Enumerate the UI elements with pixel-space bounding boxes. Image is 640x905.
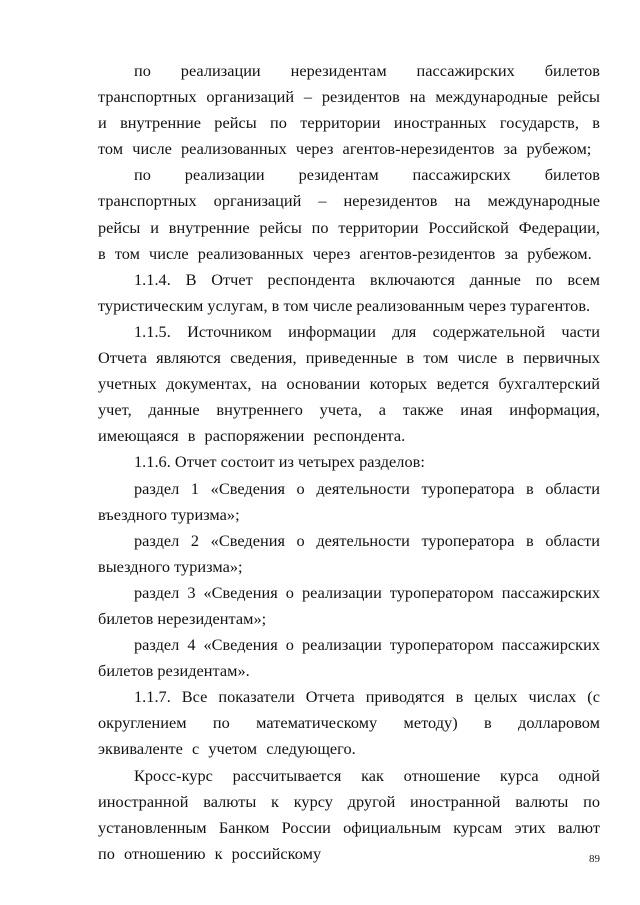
paragraph-1-1-4: 1.1.4. В Отчет респондента включаются данные по всем туристическим услугам, в том числе реализованным через турагентов. bbox=[98, 269, 600, 315]
paragraph-nonresident-ticket-sales: по реализации нерезидентам пассажирских билетов транспортных организаций – резидентов на международные рейсы и внутренние рейсы по территории иностранных государств, в том числе реализованных через агентов-нерезидентов за рубежом; bbox=[98, 61, 600, 159]
paragraph-1-1-7: 1.1.7. Все показатели Отчета приводятся в целых числах (с округлением по математическому методу) в долларовом эквиваленте с учетом следующего. bbox=[98, 687, 600, 759]
paragraph-cross-rate: Кросс-курс рассчитывается как отношение курса одной иностранной валюты к курсу другой иностранной валюты по установленным Банком России официальным курсам этих валют по отношению к российскому bbox=[98, 765, 600, 863]
paragraph-resident-ticket-sales: по реализации резидентам пассажирских билетов транспортных организаций – нерезидентов на международные рейсы и внутренние рейсы по территории Российской Федерации, в том числе реализованных через агентов-резидентов за рубежом. bbox=[98, 165, 600, 263]
section-1-item: раздел 1 «Сведения о деятельности туроператора в области въездного туризма»; bbox=[98, 478, 600, 524]
section-4-item: раздел 4 «Сведения о реализации туроператором пассажирских билетов резидентам». bbox=[98, 635, 600, 681]
page-number: 89 bbox=[588, 853, 600, 865]
paragraph-1-1-6: 1.1.6. Отчет состоит из четырех разделов: bbox=[134, 452, 425, 472]
paragraph-1-1-5: 1.1.5. Источником информации для содержательной части Отчета являются сведения, приведенные в том числе в первичных учетных документах, на основании которых ведется бухгалтерский учет, данные внутреннего учета, а также иная информация, имеющаяся в распоряжении респондента. bbox=[98, 321, 600, 446]
section-2-item: раздел 2 «Сведения о деятельности туроператора в области выездного туризма»; bbox=[98, 530, 600, 576]
document-body bbox=[98, 58, 600, 867]
section-3-item: раздел 3 «Сведения о реализации туроператором пассажирских билетов нерезидентам»; bbox=[98, 582, 600, 628]
